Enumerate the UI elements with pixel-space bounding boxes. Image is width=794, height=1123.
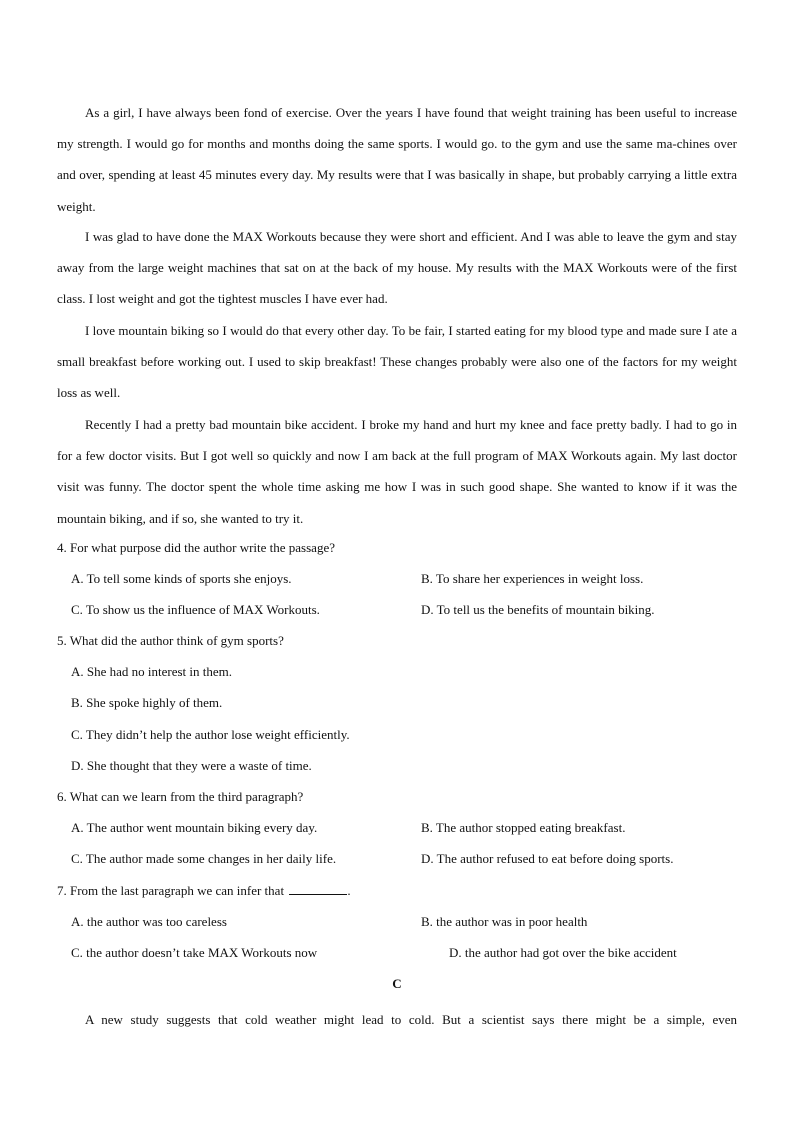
passage-paragraph-4: Recently I had a pretty bad mountain bike accident. I broke my hand and hurt my knee and face pretty badly. I had to go in for a few doctor visits. But I got well so quickly and now I am back at the full program of MAX Workouts again. My last doctor visit was funny. The doctor spent the whole time asking me how I was in such good shape. She wanted to know if it was the mountain biking, and if so, she wanted to try it. [57,417,737,526]
question-6-option-a: A. The author went mountain biking every day. [71,820,318,835]
question-7-option-d: D. the author had got over the bike accident [449,945,677,960]
answer-blank [289,894,347,895]
question-5-stem: 5. What did the author think of gym sports? [57,633,284,648]
question-7-stem-text: 7. From the last paragraph we can infer that [57,883,285,898]
question-5-option-a: A. She had no interest in them. [71,664,233,679]
question-4-option-a: A. To tell some kinds of sports she enjoys. [71,571,292,586]
passage-paragraph-1: As a girl, I have always been fond of exercise. Over the years I have found that weight training has been useful to increase my strength. I would go for months and months doing the same sports. I would go. to the gym and use the same ma-chines over and over, spending at least 45 minutes every day. My results were that I was basically in shape, but probably carrying a little extra weight. [57,105,737,214]
question-7-option-a: A. the author was too careless [71,914,227,929]
question-5-option-b: B. She spoke highly of them. [71,695,223,710]
passage-paragraph-3: I love mountain biking so I would do that every other day. To be fair, I started eating for my blood type and made sure I ate a small breakfast before working out. I used to skip breakfast! These changes probably were also one of the factors for my weight loss as well. [57,323,737,401]
question-7-stem-end: . [347,883,351,898]
question-6-option-c: C. The author made some changes in her daily life. [71,851,337,866]
question-6-stem: 6. What can we learn from the third paragraph? [57,789,304,804]
question-6-option-d: D. The author refused to eat before doing sports. [421,851,674,866]
section-c-heading: C [392,976,402,991]
question-7-stem [57,881,351,901]
question-4-option-d: D. To tell us the benefits of mountain biking. [421,602,655,617]
question-4-option-c: C. To show us the influence of MAX Workouts. [71,602,320,617]
question-5-option-d: D. She thought that they were a waste of time. [71,758,312,773]
section-c-first-line: A new study suggests that cold weather might lead to cold. But a scientist says there might be a simple, even [85,1012,737,1027]
question-7-option-b: B. the author was in poor health [421,914,588,929]
question-5-option-c: C. They didn’t help the author lose weight efficiently. [71,727,350,742]
passage-paragraph-2: I was glad to have done the MAX Workouts because they were short and efficient. And I was able to leave the gym and stay away from the large weight machines that sat on at the back of my house. My results with the MAX Workouts were of the first class. I lost weight and got the tightest muscles I have ever had. [57,229,737,307]
question-6-option-b: B. The author stopped eating breakfast. [421,820,626,835]
question-7-option-c: C. the author doesn’t take MAX Workouts now [71,945,318,960]
question-4-option-b: B. To share her experiences in weight loss. [421,571,644,586]
question-4-stem: 4. For what purpose did the author write the passage? [57,540,335,555]
